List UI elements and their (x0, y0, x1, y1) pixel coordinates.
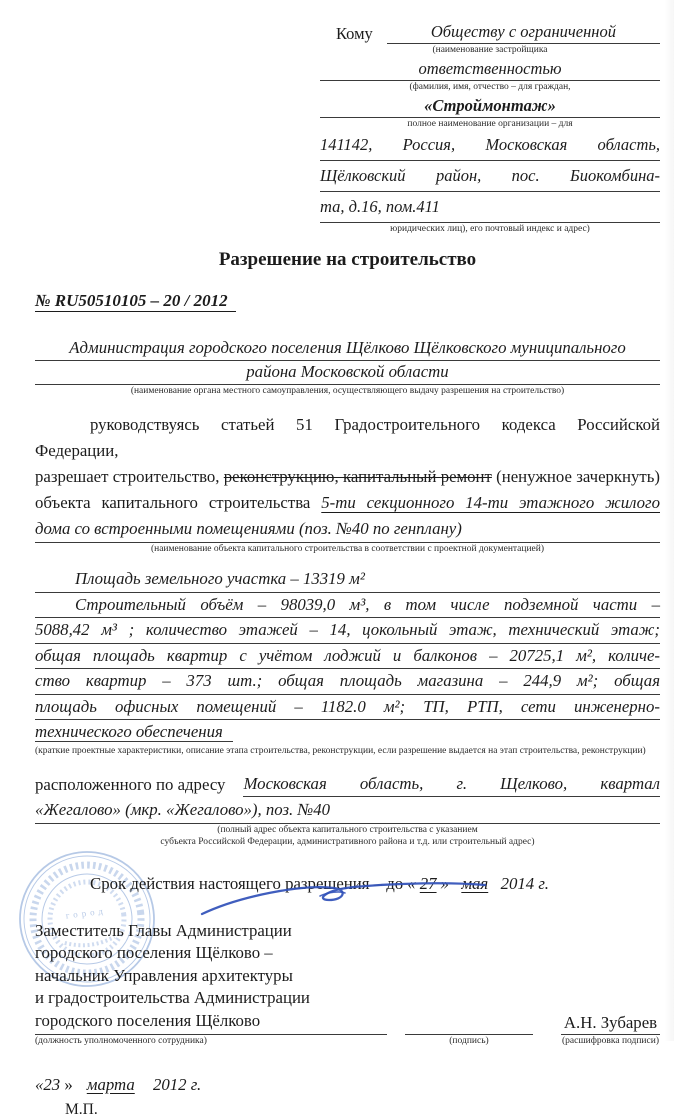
object-caption: (наименование объекта капитального строительства в соответствии с проектной документацией) (150, 544, 545, 554)
characteristics-line: Строительный объём – 98039,0 м³, в том числе подземной части – (35, 593, 660, 619)
struck-out-options: реконструкцию, капитальный ремонт (223, 467, 492, 486)
document-title: Разрешение на строительство (218, 249, 477, 270)
characteristics-line: общая площадь квартир с учётом лоджий и балконов – 20725,1 м², количе- (35, 644, 660, 670)
permit-number (35, 291, 660, 311)
permit-number-value: № RU50510105 – 20 / 2012 (35, 291, 236, 312)
stamp-center-text: город (65, 905, 108, 921)
name-caption: (расшифровка подписи) (562, 1036, 659, 1046)
date-day-field: 23 (43, 1075, 61, 1094)
characteristics-line (35, 720, 660, 745)
date-quote-open: « (35, 1075, 44, 1094)
authority-block (35, 337, 660, 397)
recipient-block (320, 0, 660, 235)
validity-month-field: мая (461, 873, 489, 893)
validity-quote-close: » (440, 873, 449, 893)
intro-line3 (35, 490, 660, 516)
position-line: городского поселения Щёлково – (35, 943, 273, 962)
recipient-address-line3: та, д.16, пом.411 (320, 192, 660, 223)
validity-quote-open: « (407, 873, 416, 893)
object-name-field-line1: 5-ти секционного 14-ти этажного жилого (321, 493, 660, 512)
address-caption-1: (полный адрес объекта капитального строительства с указанием (217, 824, 478, 835)
address-field-line2: «Жегалово» (мкр. «Жегалово»), поз. №40 (35, 797, 660, 824)
authority-caption: (наименование органа местного самоуправления, осуществляющего выдачу разрешения на строительство) (130, 386, 565, 396)
handwritten-signature (192, 873, 492, 920)
signature-field-column (405, 1012, 533, 1047)
characteristics-line: 5088,42 м³ ; количество этажей – 14, цокольный этаж, технический этаж; (35, 618, 660, 644)
recipient-caption-3: полное наименование организации – для (407, 119, 573, 129)
address-prefix: расположенного по адресу (35, 774, 226, 794)
intro-line1: руководствуясь статьей 51 Градостроительного кодекса Российской Федерации, (35, 415, 660, 460)
signature-caption: (подпись) (449, 1036, 489, 1046)
intro-line2-post: (ненужное зачеркнуть) (496, 467, 661, 486)
recipient-name-field-line1: Обществу с ограниченной (387, 22, 660, 44)
position-line: Заместитель Главы Администрации (35, 920, 292, 940)
object-address-block (35, 771, 660, 848)
date-year: 2012 г. (152, 1075, 202, 1094)
date-month-field: марта (86, 1075, 135, 1094)
intro-line2 (35, 464, 660, 490)
seal-placeholder-label: М.П. (65, 1101, 98, 1118)
object-name-field-line2: дома со встроенными помещениями (поз. №40 по генплану) (35, 516, 660, 543)
recipient-address-line2: Щёлковский район, пос. Биокомбина- (320, 161, 660, 192)
recipient-caption-4: юридических лиц), его почтовый индекс и адрес) (390, 224, 590, 234)
recipient-name-field-line2: ответственностью (320, 59, 660, 81)
characteristics-line: Площадь земельного участка – 13319 м² (35, 567, 660, 593)
position-line: и градостроительства Администрации (35, 988, 310, 1007)
issue-date-line (35, 1075, 660, 1095)
date-quote-close: » (64, 1075, 73, 1094)
address-field-line1: Московская область, г. Щелково, квартал (243, 771, 660, 797)
validity-year: 2014 г. (500, 873, 549, 893)
main-paragraph (35, 412, 660, 555)
signer-name-column (561, 1013, 660, 1047)
recipient-caption-2: (фамилия, имя, отчество – для граждан, (409, 82, 571, 92)
recipient-address-line1: 141142, Россия, Московская область, (320, 130, 660, 161)
characteristics-line: ство квартир – 373 шт.; общая площадь магазина – 244,9 м²; общая (35, 669, 660, 695)
position-line: начальник Управления архитектуры (35, 965, 293, 985)
recipient-org-name: «Строймонтаж» (320, 96, 660, 118)
signature-blank-line (405, 1012, 533, 1035)
validity-prefix: Срок действия настоящего разрешения – до (90, 873, 404, 893)
position-caption: (должность уполномоченного сотрудника) (35, 1036, 207, 1046)
recipient-label: Кому (336, 24, 373, 43)
characteristics-caption: (краткие проектные характеристики, описание этапа строительства, реконструкции, если разрешение выдается на этап строительства, реконструкции) (35, 745, 646, 756)
authority-line1: Администрация городского поселения Щёлково Щёлковского муниципального (35, 337, 660, 361)
position-line-underlined: городского поселения Щёлково (35, 1010, 387, 1036)
signer-position-column (35, 920, 387, 1048)
object-label: объекта капитального строительства (35, 493, 311, 512)
authority-line2: района Московской области (35, 361, 660, 385)
characteristics-block (35, 567, 660, 757)
recipient-caption-1: (наименование застройщика (432, 45, 548, 55)
intro-line2-pre: разрешает строительство, (35, 467, 220, 486)
signature-block (35, 920, 660, 1048)
validity-day-field: 27 (419, 873, 437, 893)
address-caption-2: субъекта Российской Федерации, административного района и т.д. или строительный адрес) (160, 836, 535, 847)
signer-name: А.Н. Зубарев (561, 1013, 660, 1035)
characteristics-line-text: технического обеспечения (35, 722, 233, 742)
characteristics-line: площадь офисных помещений – 1182.0 м²; ТП, РТП, сети инженерно- (35, 695, 660, 721)
